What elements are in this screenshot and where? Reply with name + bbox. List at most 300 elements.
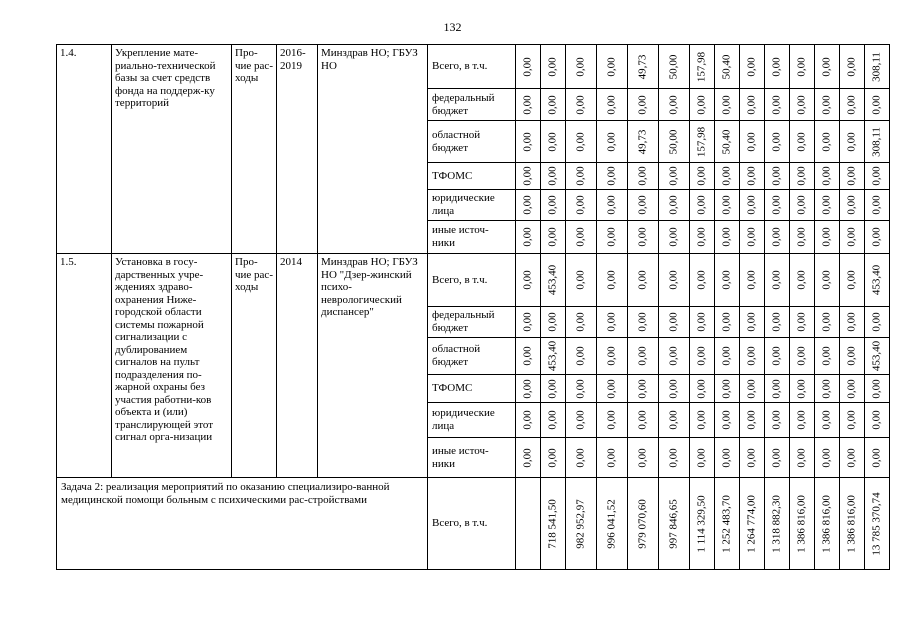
value-text: 0,00 bbox=[695, 447, 708, 468]
value-text: 157,98 bbox=[695, 126, 708, 157]
value-cell bbox=[516, 163, 541, 190]
value-text: 453,40 bbox=[546, 264, 559, 296]
value-cell bbox=[659, 375, 690, 403]
value-cell bbox=[541, 254, 566, 307]
value-text: 0,00 bbox=[870, 94, 883, 115]
value-cell bbox=[815, 307, 840, 338]
value-cell bbox=[566, 403, 597, 438]
funding-source: ТФОМС bbox=[428, 163, 516, 190]
value-cell bbox=[566, 338, 597, 375]
value-cell bbox=[840, 438, 865, 478]
value-cell bbox=[840, 163, 865, 190]
value-cell bbox=[628, 190, 659, 221]
value-cell bbox=[840, 307, 865, 338]
value-text: 0,00 bbox=[845, 312, 858, 332]
value-cell bbox=[815, 338, 840, 375]
value-text: 0,00 bbox=[695, 312, 708, 332]
value-cell bbox=[715, 438, 740, 478]
value-cell bbox=[790, 221, 815, 254]
value-cell bbox=[597, 254, 628, 307]
value-cell bbox=[541, 221, 566, 254]
value-cell bbox=[659, 307, 690, 338]
value-cell bbox=[690, 307, 715, 338]
value-text: 0,00 bbox=[770, 346, 783, 366]
value-cell bbox=[790, 438, 815, 478]
value-cell bbox=[840, 338, 865, 375]
value-text: 0,00 bbox=[770, 312, 783, 332]
value-text: 0,00 bbox=[720, 410, 733, 430]
value-cell bbox=[765, 163, 790, 190]
value-text: 0,00 bbox=[667, 378, 680, 399]
value-cell bbox=[815, 163, 840, 190]
value-text: 0,00 bbox=[720, 270, 733, 290]
value-text: 979 070,60 bbox=[636, 498, 649, 549]
value-text: 0,00 bbox=[605, 94, 618, 115]
value-cell bbox=[840, 375, 865, 403]
value-text: 0,00 bbox=[667, 270, 680, 290]
value-text: 0,00 bbox=[795, 195, 808, 215]
value-cell bbox=[740, 45, 765, 89]
value-text: 0,00 bbox=[820, 270, 833, 290]
value-text: 0,00 bbox=[770, 378, 783, 399]
value-text: 0,00 bbox=[521, 131, 534, 152]
value-text: 0,00 bbox=[546, 447, 559, 468]
value-cell bbox=[628, 338, 659, 375]
value-text: 0,00 bbox=[695, 346, 708, 366]
value-cell bbox=[765, 438, 790, 478]
value-cell bbox=[597, 45, 628, 89]
value-cell bbox=[715, 45, 740, 89]
value-text: 0,00 bbox=[795, 56, 808, 77]
value-cell bbox=[516, 121, 541, 163]
value-text: 1 318 882,30 bbox=[770, 494, 783, 553]
value-text: 0,00 bbox=[574, 227, 587, 247]
value-cell bbox=[865, 45, 890, 89]
value-cell bbox=[628, 307, 659, 338]
expense-type: Про-чие рас-ходы bbox=[232, 45, 277, 254]
value-cell bbox=[566, 190, 597, 221]
value-cell bbox=[740, 375, 765, 403]
value-cell bbox=[715, 190, 740, 221]
value-text: 1 386 816,00 bbox=[795, 494, 808, 553]
value-cell bbox=[690, 221, 715, 254]
value-text: 50,40 bbox=[720, 54, 733, 79]
value-text: 308,11 bbox=[870, 126, 883, 157]
value-text: 0,00 bbox=[667, 410, 680, 430]
value-cell bbox=[790, 338, 815, 375]
value-text: 0,00 bbox=[820, 227, 833, 247]
value-text: 0,00 bbox=[521, 56, 534, 77]
value-cell bbox=[541, 121, 566, 163]
value-text: 0,00 bbox=[605, 56, 618, 77]
value-text: 0,00 bbox=[795, 378, 808, 399]
value-text: 1 252 483,70 bbox=[720, 494, 733, 553]
value-text: 0,00 bbox=[820, 346, 833, 366]
value-text: 0,00 bbox=[667, 312, 680, 332]
value-text: 0,00 bbox=[845, 131, 858, 152]
value-text: 0,00 bbox=[574, 94, 587, 115]
value-cell bbox=[516, 45, 541, 89]
value-text: 0,00 bbox=[770, 195, 783, 215]
value-cell bbox=[790, 478, 815, 570]
value-cell bbox=[690, 190, 715, 221]
item-number: 1.4. bbox=[57, 45, 112, 254]
value-cell bbox=[597, 121, 628, 163]
value-cell bbox=[659, 89, 690, 121]
value-text: 0,00 bbox=[745, 94, 758, 115]
table-row bbox=[57, 45, 890, 89]
value-text: 0,00 bbox=[745, 312, 758, 332]
value-cell bbox=[765, 190, 790, 221]
value-text: 0,00 bbox=[770, 270, 783, 290]
value-text: 0,00 bbox=[695, 410, 708, 430]
value-text: 0,00 bbox=[521, 312, 534, 332]
value-text: 0,00 bbox=[770, 56, 783, 77]
value-text: 0,00 bbox=[770, 166, 783, 186]
value-text: 0,00 bbox=[521, 166, 534, 186]
value-text: 0,00 bbox=[845, 227, 858, 247]
value-text: 0,00 bbox=[636, 270, 649, 290]
funding-source: федеральный бюджет bbox=[428, 307, 516, 338]
value-cell bbox=[790, 190, 815, 221]
value-cell bbox=[790, 375, 815, 403]
value-text: 0,00 bbox=[845, 270, 858, 290]
value-cell bbox=[597, 163, 628, 190]
value-cell bbox=[597, 403, 628, 438]
value-text: 0,00 bbox=[845, 195, 858, 215]
value-text: 0,00 bbox=[546, 56, 559, 77]
value-text: 0,00 bbox=[521, 447, 534, 468]
value-text: 0,00 bbox=[870, 410, 883, 430]
value-cell bbox=[597, 221, 628, 254]
task-row bbox=[57, 478, 890, 570]
value-text: 0,00 bbox=[695, 94, 708, 115]
value-cell bbox=[628, 121, 659, 163]
value-cell bbox=[659, 45, 690, 89]
value-text: 997 846,65 bbox=[667, 498, 680, 549]
value-cell bbox=[740, 190, 765, 221]
value-cell bbox=[740, 438, 765, 478]
value-text: 0,00 bbox=[667, 166, 680, 186]
value-text: 157,98 bbox=[695, 51, 708, 82]
value-cell bbox=[659, 438, 690, 478]
value-text: 0,00 bbox=[795, 410, 808, 430]
value-text: 0,00 bbox=[795, 447, 808, 468]
value-text: 0,00 bbox=[521, 410, 534, 430]
value-cell bbox=[715, 478, 740, 570]
value-cell bbox=[740, 403, 765, 438]
value-cell bbox=[715, 121, 740, 163]
value-text: 0,00 bbox=[546, 94, 559, 115]
value-cell bbox=[790, 121, 815, 163]
value-text: 0,00 bbox=[695, 270, 708, 290]
value-text: 718 541,50 bbox=[546, 498, 559, 549]
value-cell bbox=[690, 163, 715, 190]
value-text: 0,00 bbox=[845, 166, 858, 186]
funding-source: иные источ-ники bbox=[428, 221, 516, 254]
value-text: 0,00 bbox=[845, 378, 858, 399]
value-text: 453,40 bbox=[870, 264, 883, 296]
value-cell bbox=[690, 403, 715, 438]
value-cell bbox=[566, 221, 597, 254]
value-cell bbox=[840, 190, 865, 221]
value-text: 996 041,52 bbox=[605, 498, 618, 549]
value-cell bbox=[765, 254, 790, 307]
value-text: 0,00 bbox=[820, 56, 833, 77]
value-text: 0,00 bbox=[820, 195, 833, 215]
value-cell bbox=[597, 338, 628, 375]
value-text: 0,00 bbox=[720, 312, 733, 332]
value-text: 0,00 bbox=[695, 195, 708, 215]
value-text: 0,00 bbox=[521, 94, 534, 115]
value-cell bbox=[566, 254, 597, 307]
value-cell bbox=[516, 221, 541, 254]
value-cell bbox=[541, 163, 566, 190]
value-text: 0,00 bbox=[795, 312, 808, 332]
value-text: 49,73 bbox=[636, 129, 649, 154]
value-cell bbox=[840, 45, 865, 89]
value-text: 0,00 bbox=[820, 94, 833, 115]
value-text: 0,00 bbox=[667, 94, 680, 115]
value-text: 0,00 bbox=[795, 131, 808, 152]
value-text: 0,00 bbox=[870, 378, 883, 399]
value-cell bbox=[865, 221, 890, 254]
value-text: 0,00 bbox=[695, 227, 708, 247]
funding-source: юридические лица bbox=[428, 190, 516, 221]
value-cell bbox=[865, 121, 890, 163]
value-cell bbox=[628, 254, 659, 307]
value-cell bbox=[597, 190, 628, 221]
value-text: 0,00 bbox=[720, 346, 733, 366]
value-text: 0,00 bbox=[636, 410, 649, 430]
value-cell bbox=[541, 403, 566, 438]
value-cell bbox=[865, 403, 890, 438]
value-text: 0,00 bbox=[795, 94, 808, 115]
value-cell bbox=[865, 190, 890, 221]
value-cell bbox=[815, 438, 840, 478]
executor: Минздрав НО; ГБУЗ НО "Дзер-жинский психо-неврологический диспансер" bbox=[318, 254, 428, 478]
value-cell bbox=[628, 478, 659, 570]
value-cell bbox=[715, 403, 740, 438]
value-text: 0,00 bbox=[574, 410, 587, 430]
value-cell bbox=[541, 338, 566, 375]
value-cell bbox=[815, 478, 840, 570]
value-text: 0,00 bbox=[770, 410, 783, 430]
value-cell bbox=[840, 478, 865, 570]
value-cell bbox=[690, 45, 715, 89]
value-text: 0,00 bbox=[574, 270, 587, 290]
table-row bbox=[57, 254, 890, 307]
value-text: 0,00 bbox=[605, 270, 618, 290]
value-cell bbox=[715, 221, 740, 254]
value-cell bbox=[765, 375, 790, 403]
value-cell bbox=[865, 375, 890, 403]
value-text: 0,00 bbox=[695, 166, 708, 186]
value-cell bbox=[628, 375, 659, 403]
value-cell bbox=[740, 338, 765, 375]
value-text: 0,00 bbox=[870, 227, 883, 247]
value-text: 0,00 bbox=[605, 195, 618, 215]
funding-source: Всего, в т.ч. bbox=[428, 45, 516, 89]
value-text: 0,00 bbox=[546, 195, 559, 215]
value-cell bbox=[740, 221, 765, 254]
expense-type: Про-чие рас-ходы bbox=[232, 254, 277, 478]
value-cell bbox=[865, 254, 890, 307]
value-text: 0,00 bbox=[636, 227, 649, 247]
value-text: 0,00 bbox=[720, 94, 733, 115]
value-cell bbox=[740, 89, 765, 121]
executor: Минздрав НО; ГБУЗ НО bbox=[318, 45, 428, 254]
value-text: 0,00 bbox=[574, 346, 587, 366]
value-text: 0,00 bbox=[636, 312, 649, 332]
value-cell bbox=[690, 89, 715, 121]
value-cell bbox=[740, 307, 765, 338]
value-text: 0,00 bbox=[667, 447, 680, 468]
value-cell bbox=[541, 375, 566, 403]
value-text: 0,00 bbox=[720, 378, 733, 399]
funding-source: иные источ-ники bbox=[428, 438, 516, 478]
value-cell bbox=[690, 121, 715, 163]
value-cell bbox=[516, 307, 541, 338]
value-cell bbox=[790, 163, 815, 190]
value-cell bbox=[865, 89, 890, 121]
value-text: 0,00 bbox=[745, 378, 758, 399]
value-text: 0,00 bbox=[546, 378, 559, 399]
value-cell bbox=[541, 307, 566, 338]
value-cell bbox=[715, 307, 740, 338]
value-text: 0,00 bbox=[605, 166, 618, 186]
value-cell bbox=[659, 403, 690, 438]
value-cell bbox=[865, 478, 890, 570]
value-cell bbox=[516, 375, 541, 403]
value-cell bbox=[740, 163, 765, 190]
value-cell bbox=[815, 89, 840, 121]
value-cell bbox=[659, 338, 690, 375]
value-cell bbox=[690, 254, 715, 307]
value-cell bbox=[566, 121, 597, 163]
value-text: 0,00 bbox=[667, 195, 680, 215]
value-text: 0,00 bbox=[795, 346, 808, 366]
value-text: 0,00 bbox=[745, 166, 758, 186]
value-cell bbox=[840, 403, 865, 438]
value-cell bbox=[815, 254, 840, 307]
value-text: 982 952,97 bbox=[574, 498, 587, 549]
value-cell bbox=[715, 254, 740, 307]
value-cell-empty bbox=[516, 478, 541, 570]
value-cell bbox=[566, 45, 597, 89]
funding-source: областной бюджет bbox=[428, 338, 516, 375]
item-name: Установка в госу-дарственных учре-ждениях здраво-охранения Ниже-городской области системы пожарной сигнализации с дублированием сигналов на пульт подразделения по-жарной охраны без участия работни-ков объекта и (или) транслирующей этот сигнал орга-низации bbox=[112, 254, 232, 478]
task-description: Задача 2: реализация мероприятий по оказанию специализиро-ванной медицинской помощи больным с психическими рас-стройствами bbox=[57, 478, 428, 570]
value-cell bbox=[740, 478, 765, 570]
value-text: 0,00 bbox=[574, 312, 587, 332]
value-text: 0,00 bbox=[795, 270, 808, 290]
value-cell bbox=[597, 438, 628, 478]
value-text: 50,00 bbox=[667, 129, 680, 154]
value-cell bbox=[566, 438, 597, 478]
value-cell bbox=[659, 190, 690, 221]
value-text: 0,00 bbox=[795, 227, 808, 247]
value-text: 1 114 329,50 bbox=[695, 494, 708, 553]
value-text: 0,00 bbox=[845, 94, 858, 115]
value-cell bbox=[815, 403, 840, 438]
period: 2014 bbox=[277, 254, 318, 478]
value-text: 0,00 bbox=[574, 447, 587, 468]
value-text: 0,00 bbox=[546, 166, 559, 186]
value-text: 0,00 bbox=[636, 447, 649, 468]
item-number: 1.5. bbox=[57, 254, 112, 478]
value-cell bbox=[790, 254, 815, 307]
value-cell bbox=[815, 221, 840, 254]
value-text: 0,00 bbox=[636, 166, 649, 186]
value-text: 1 386 816,00 bbox=[820, 494, 833, 553]
value-text: 0,00 bbox=[820, 312, 833, 332]
value-text: 0,00 bbox=[745, 195, 758, 215]
value-text: 0,00 bbox=[605, 447, 618, 468]
value-text: 49,73 bbox=[636, 54, 649, 79]
value-cell bbox=[597, 307, 628, 338]
value-cell bbox=[690, 338, 715, 375]
value-cell bbox=[541, 438, 566, 478]
item-name: Укрепление мате-риально-технической базы за счет средств фонда на поддерж-ку территорий bbox=[112, 45, 232, 254]
value-text: 50,40 bbox=[720, 129, 733, 154]
value-text: 0,00 bbox=[546, 227, 559, 247]
value-text: 13 785 370,74 bbox=[870, 491, 883, 556]
value-text: 0,00 bbox=[870, 312, 883, 332]
value-text: 453,40 bbox=[870, 340, 883, 372]
value-text: 0,00 bbox=[574, 56, 587, 77]
value-cell bbox=[628, 89, 659, 121]
value-cell bbox=[765, 121, 790, 163]
value-cell bbox=[597, 478, 628, 570]
value-text: 0,00 bbox=[574, 131, 587, 152]
value-text: 0,00 bbox=[845, 346, 858, 366]
value-text: 0,00 bbox=[574, 166, 587, 186]
value-cell bbox=[516, 254, 541, 307]
value-cell bbox=[597, 375, 628, 403]
value-text: 0,00 bbox=[820, 447, 833, 468]
value-text: 0,00 bbox=[745, 131, 758, 152]
value-text: 0,00 bbox=[695, 378, 708, 399]
value-cell bbox=[715, 375, 740, 403]
value-text: 0,00 bbox=[521, 378, 534, 399]
value-text: 0,00 bbox=[605, 312, 618, 332]
value-text: 0,00 bbox=[546, 410, 559, 430]
value-text: 0,00 bbox=[870, 447, 883, 468]
value-text: 0,00 bbox=[521, 227, 534, 247]
value-cell bbox=[566, 89, 597, 121]
value-cell bbox=[541, 190, 566, 221]
value-cell bbox=[597, 89, 628, 121]
value-cell bbox=[765, 338, 790, 375]
value-text: 0,00 bbox=[770, 227, 783, 247]
value-text: 0,00 bbox=[720, 227, 733, 247]
value-text: 0,00 bbox=[636, 195, 649, 215]
value-text: 50,00 bbox=[667, 54, 680, 79]
value-cell bbox=[865, 307, 890, 338]
funding-source: юридические лица bbox=[428, 403, 516, 438]
value-cell bbox=[865, 163, 890, 190]
value-text: 0,00 bbox=[820, 410, 833, 430]
value-cell bbox=[840, 221, 865, 254]
value-text: 0,00 bbox=[745, 56, 758, 77]
value-text: 1 264 774,00 bbox=[745, 494, 758, 553]
value-cell bbox=[659, 254, 690, 307]
value-cell bbox=[628, 403, 659, 438]
value-cell bbox=[516, 438, 541, 478]
value-cell bbox=[690, 478, 715, 570]
funding-source: областной бюджет bbox=[428, 121, 516, 163]
